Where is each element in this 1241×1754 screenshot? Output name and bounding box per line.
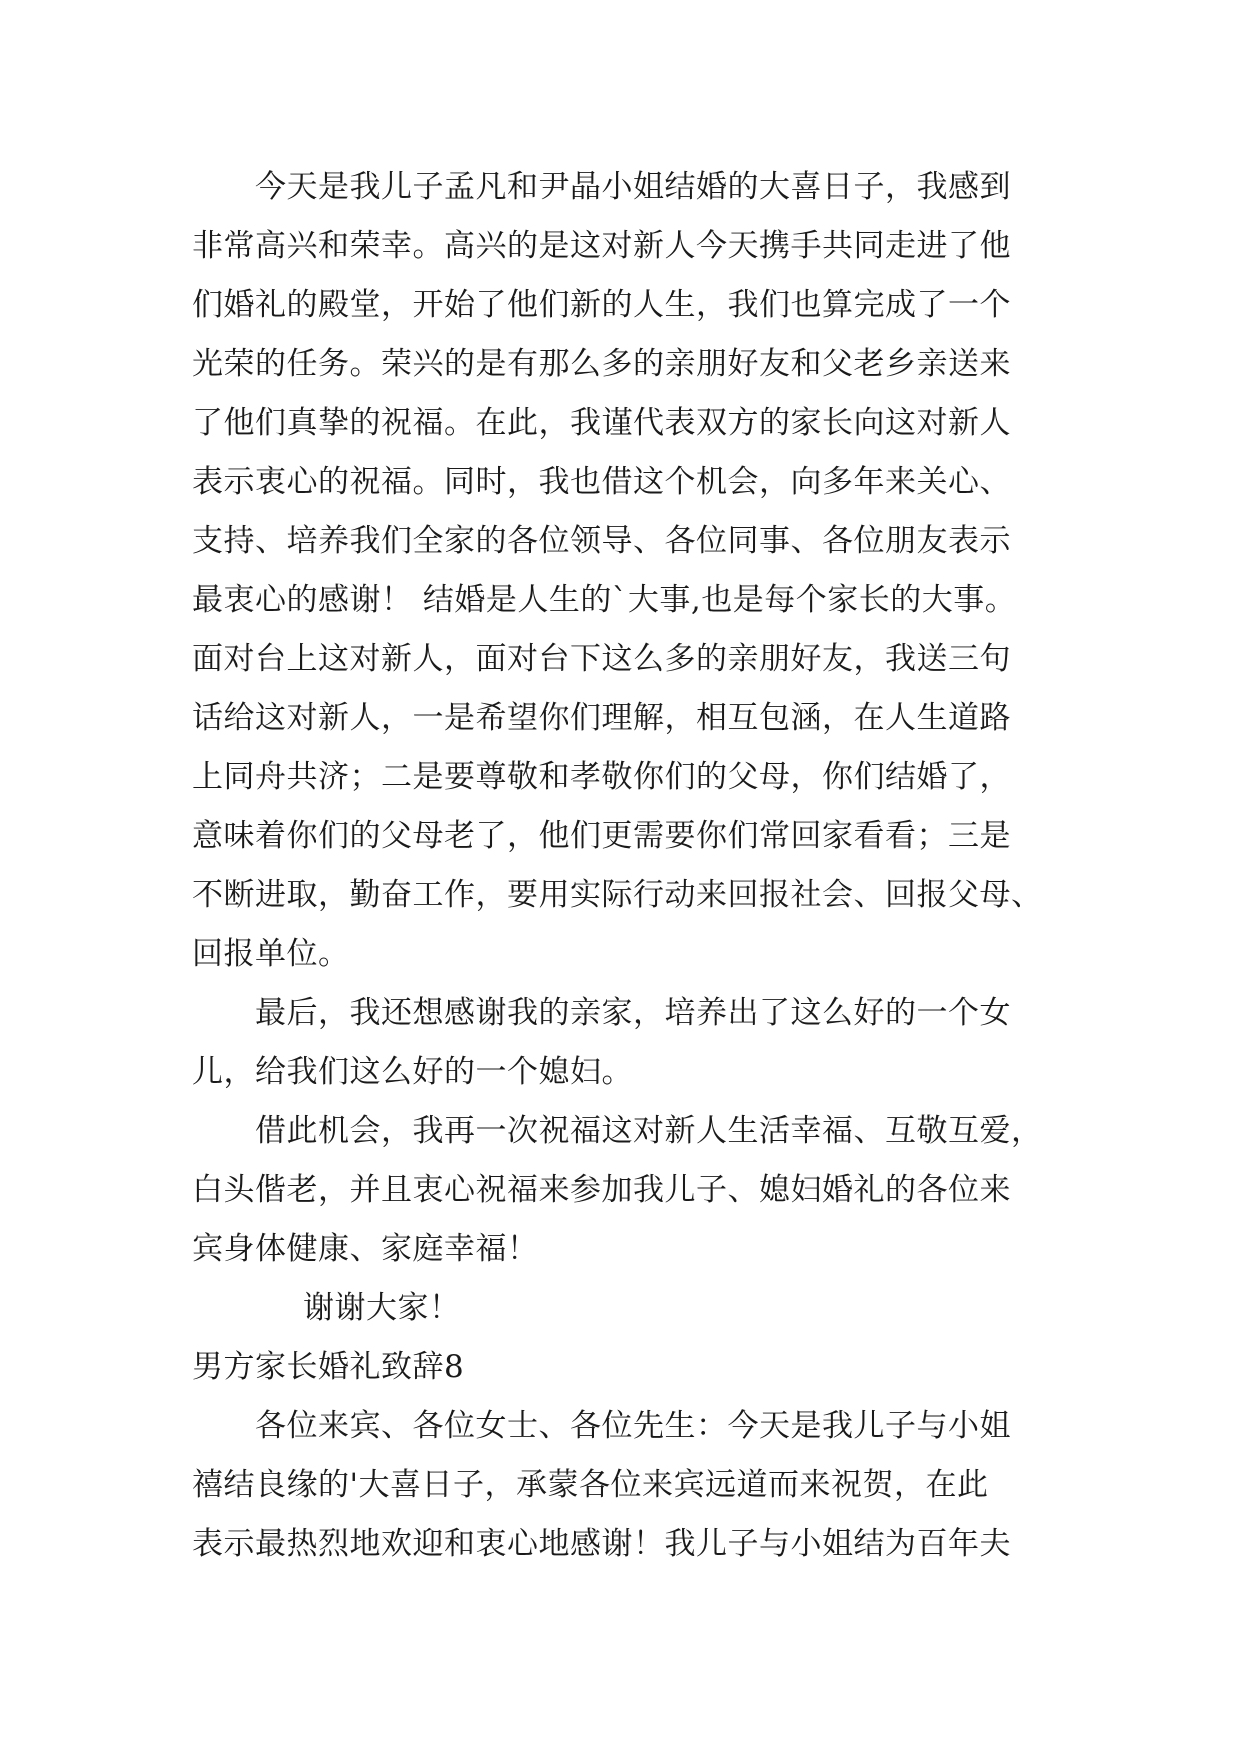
paragraph-3-line-1: 借此机会，我再一次祝福这对新人生活幸福、互敬互爱， [255,1113,1043,1149]
paragraph-1-line-13: 不断进取，勤奋工作，要用实际行动来回报社会、回报父母、 [192,877,1043,913]
paragraph-1-line-9: 面对台上这对新人，面对台下这么多的亲朋好友，我送三句 [192,641,1011,677]
paragraph-1-line-10: 话给这对新人，一是希望你们理解，相互包涵，在人生道路 [192,700,1011,736]
paragraph-1-line-2: 非常高兴和荣幸。高兴的是这对新人今天携手共同走进了他 [192,228,1011,264]
paragraph-1-line-5: 了他们真挚的祝福。在此，我谨代表双方的家长向这对新人 [192,405,1011,441]
paragraph-1-line-8: 最衷心的感谢！ 结婚是人生的`大事,也是每个家长的大事。 [192,582,1017,618]
section-heading: 男方家长婚礼致辞8 [192,1349,465,1385]
paragraph-1-line-4: 光荣的任务。荣兴的是有那么多的亲朋好友和父老乡亲送来 [192,346,1011,382]
paragraph-3-line-3: 宾身体健康、家庭幸福！ [192,1231,539,1267]
paragraph-1-line-11: 上同舟共济；二是要尊敬和孝敬你们的父母，你们结婚了， [192,759,1011,795]
paragraph-2-line-2: 儿，给我们这么好的一个媳妇。 [192,1054,633,1090]
paragraph-3-line-2: 白头偕老，并且衷心祝福来参加我儿子、媳妇婚礼的各位来 [192,1172,1011,1208]
paragraph-1-line-3: 们婚礼的殿堂，开始了他们新的人生，我们也算完成了一个 [192,287,1011,323]
paragraph-2-line-1: 最后，我还想感谢我的亲家，培养出了这么好的一个女 [255,995,1011,1031]
thanks-line: 谢谢大家！ [303,1290,461,1326]
paragraph-4-line-2: 禧结良缘的'大喜日子，承蒙各位来宾远道而来祝贺，在此 [192,1467,989,1503]
paragraph-1-line-7: 支持、培养我们全家的各位领导、各位同事、各位朋友表示 [192,523,1011,559]
paragraph-1-line-1: 今天是我儿子孟凡和尹晶小姐结婚的大喜日子，我感到 [255,169,1011,205]
paragraph-1-line-12: 意味着你们的父母老了，他们更需要你们常回家看看；三是 [192,818,1011,854]
paragraph-4-line-1: 各位来宾、各位女士、各位先生：今天是我儿子与小姐 [255,1408,1011,1444]
paragraph-1-line-14: 回报单位。 [192,936,350,972]
paragraph-1-line-6: 表示衷心的祝福。同时，我也借这个机会，向多年来关心、 [192,464,1011,500]
paragraph-4-line-3: 表示最热烈地欢迎和衷心地感谢！我儿子与小姐结为百年夫 [192,1526,1011,1562]
